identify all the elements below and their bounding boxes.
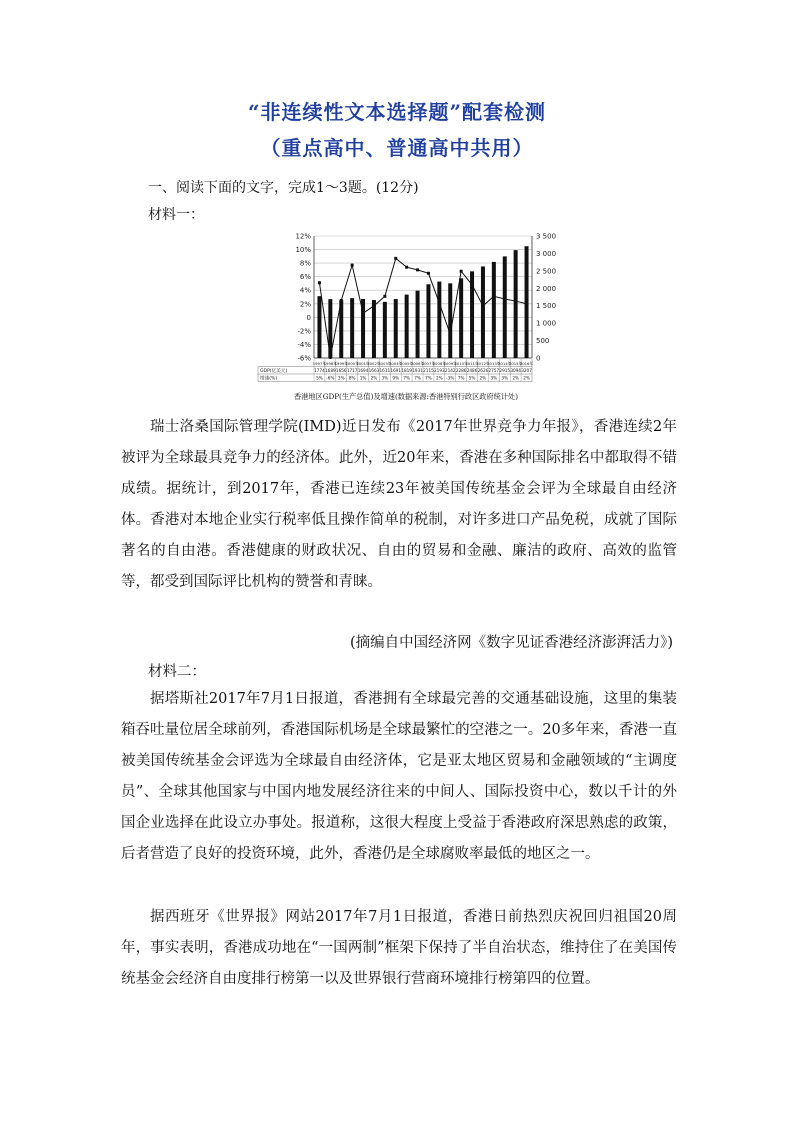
gdp-bar <box>459 278 463 358</box>
growth-point <box>351 264 354 267</box>
table-cell: 7% <box>414 375 421 381</box>
table-cell: 1656 <box>335 368 347 374</box>
material2-paragraph-2: 据西班牙《世界报》网站2017年7月1日报道，香港日前热烈庆祝回归祖国20周年，事实表明，香港成功地在“一国两制”框架下保持了半自治状态，维持住了在美国传统基金会经济自由度排行榜第一以及世界银行营商环境排行榜第四的位置。 <box>121 909 677 987</box>
x-tick-label: 2003年 <box>378 360 392 366</box>
gdp-bar <box>481 266 485 358</box>
table-cell: 3094 <box>510 368 521 374</box>
table-cell: 1774 <box>314 368 325 374</box>
table-cell: 1694 <box>357 368 369 374</box>
y-left-tick-label: 10% <box>295 246 311 255</box>
growth-point <box>438 302 441 305</box>
table-cell: 3% <box>501 375 509 381</box>
gdp-bar <box>317 296 321 358</box>
x-tick-label: 2010年 <box>454 360 468 366</box>
x-tick-label: 2002年 <box>367 360 381 366</box>
table-cell: 1819 <box>401 368 412 374</box>
growth-point <box>318 281 321 284</box>
gdp-bar <box>492 262 496 358</box>
gdp-bar <box>448 283 452 358</box>
growth-point <box>481 304 484 307</box>
y-left-tick-label: -6% <box>297 354 311 363</box>
gdp-bar <box>350 298 354 358</box>
y-left-tick-label: -4% <box>297 340 311 349</box>
table-cell: 2286 <box>455 368 467 374</box>
table-cell: -6% <box>326 375 335 381</box>
table-cell: 9% <box>392 375 400 381</box>
growth-point <box>503 298 506 301</box>
table-cell: 2915 <box>499 368 511 374</box>
growth-point <box>460 270 463 273</box>
table-cell: 2% <box>512 375 519 381</box>
x-tick-label: 1998年 <box>323 360 338 366</box>
page-subtitle: （重点高中、普通高中共用） <box>260 136 534 160</box>
y-right-tick-label: 3 500 <box>536 232 556 241</box>
y-left-tick-label: 4% <box>299 286 311 295</box>
growth-point <box>449 333 452 336</box>
gdp-bar <box>426 284 430 358</box>
table-cell: 7% <box>457 375 465 381</box>
gdp-bar <box>514 250 518 358</box>
x-tick-label: 2016年 <box>519 360 534 366</box>
x-tick-label: 1997年 <box>312 360 327 366</box>
gdp-bar <box>437 282 441 358</box>
growth-point <box>514 300 517 303</box>
table-cell: 7% <box>425 375 432 381</box>
y-left-tick-label: 0 <box>306 313 311 322</box>
table-cell: 1% <box>359 375 367 381</box>
x-tick-label: 2004年 <box>389 360 403 366</box>
x-tick-label: 2001年 <box>356 360 370 366</box>
table-cell: 2757 <box>488 368 500 374</box>
growth-point <box>329 356 332 359</box>
table-cell: 5% <box>316 375 323 381</box>
gdp-bar <box>383 302 387 358</box>
growth-point <box>427 272 430 275</box>
x-tick-label: 2009年 <box>443 360 457 366</box>
growth-point <box>471 283 474 286</box>
gdp-bar <box>405 295 409 358</box>
table-cell: 3207 <box>521 368 532 374</box>
table-row-label: GDP(亿美元) <box>260 369 288 375</box>
x-tick-label: 1999年 <box>334 360 348 366</box>
x-tick-label: 2005年 <box>399 360 414 366</box>
growth-point <box>405 266 408 269</box>
page-title: “非连续性文本选择题”配套检测 <box>247 100 546 124</box>
x-tick-label: 2013年 <box>487 360 501 366</box>
table-row-label: 增速(%) <box>260 376 278 382</box>
growth-point <box>416 268 419 271</box>
y-right-tick-label: 1 500 <box>536 302 556 311</box>
table-cell: 8% <box>348 375 356 381</box>
x-tick-label: 2000年 <box>345 360 359 366</box>
table-cell: 2% <box>370 375 378 381</box>
table-cell: 7% <box>403 375 410 381</box>
table-cell: 2% <box>479 375 487 381</box>
y-right-tick-label: 500 <box>536 337 550 346</box>
table-cell: 3% <box>490 375 498 381</box>
table-cell: 2% <box>523 375 530 381</box>
gdp-bar <box>372 300 376 358</box>
table-cell: 2193 <box>434 368 445 374</box>
table-cell: 2626 <box>477 368 489 374</box>
growth-point <box>383 295 386 298</box>
y-left-tick-label: 8% <box>299 259 311 268</box>
y-left-tick-label: 2% <box>299 300 311 309</box>
y-left-tick-label: -2% <box>297 327 311 336</box>
material1-body <box>121 412 677 598</box>
growth-point <box>340 299 343 302</box>
x-tick-label: 2006年 <box>410 360 425 366</box>
y-left-tick-label: 12% <box>295 232 311 241</box>
table-cell: -3% <box>446 375 455 381</box>
x-tick-label: 2014年 <box>498 360 512 366</box>
table-cell: 1689 <box>325 368 336 374</box>
growth-point <box>372 304 375 307</box>
y-right-tick-label: 0 <box>536 354 541 363</box>
growth-point <box>525 302 528 305</box>
growth-point <box>492 295 495 298</box>
gdp-bar <box>525 246 529 358</box>
x-tick-label: 2008年 <box>432 360 447 366</box>
x-tick-label: 2015年 <box>508 360 523 366</box>
table-cell: 1611 <box>379 368 391 374</box>
table-cell: 2142 <box>444 368 456 374</box>
material1-paragraph: 瑞士洛桑国际管理学院(IMD)近日发布《2017年世界竞争力年报》，香港连续2年被评为全球最具竞争力的经济体。此外，近20年来，香港在多种国际排名中都取得不错成绩。据统计，到2017年，香港已连续23年被美国传统基金会评为全球最自由经济体。香港对本地企业实行税率低且操作简单的税制，对许多进口产品免税，成就了国际著名的自由港。香港健康的财政状况、自由的贸易和金融、廉洁的政府、高效的监管等，都受到国际评比机构的赞誉和青睐。 <box>121 419 677 590</box>
material2-body-2 <box>121 902 677 995</box>
table-cell: 3% <box>381 375 389 381</box>
table-cell: 2% <box>436 375 443 381</box>
gdp-bar <box>394 299 398 358</box>
material2-label: 材料二： <box>148 664 206 680</box>
table-cell: 1691 <box>390 368 402 374</box>
table-cell: 5% <box>468 375 476 381</box>
gdp-chart <box>256 230 556 402</box>
y-right-tick-label: 1 000 <box>536 319 556 328</box>
y-right-tick-label: 2 000 <box>536 284 556 293</box>
material1-source: (摘编自中国经济网《数字见证香港经济澎湃活力》) <box>349 635 673 651</box>
y-right-tick-label: 2 500 <box>536 267 556 276</box>
table-cell: 1663 <box>368 368 380 374</box>
gdp-chart-svg <box>256 230 556 402</box>
growth-point <box>362 312 365 315</box>
y-left-tick-label: 6% <box>299 273 311 282</box>
table-cell: 1717 <box>346 368 358 374</box>
table-cell: 1931 <box>412 368 423 374</box>
chart-caption: 香港地区GDP(生产总值)及增速(数据来源:香港特别行政区政府统计处) <box>293 392 519 401</box>
table-cell: 2486 <box>466 368 478 374</box>
material2-body-1 <box>121 684 677 870</box>
gdp-bar <box>416 291 420 358</box>
x-tick-label: 2011年 <box>465 360 479 366</box>
material1-label: 材料一： <box>148 207 204 223</box>
table-cell: 3% <box>337 375 345 381</box>
material2-paragraph-1: 据塔斯社2017年7月1日报道，香港拥有全球最完善的交通基础设施，这里的集装箱吞吐量位居全球前列，香港国际机场是全球最繁忙的空港之一。20多年来，香港一直被美国传统基金会评选为全球最自由经济体，它是亚太地区贸易和金融领域的“主调度员”、全球其他国家与中国内地发展经济往来的中间人、国际投资中心，数以千计的外国企业选择在此设立办事处。报道称，这很大程度上受益于香港政府深思熟虑的政策，后者营造了良好的投资环境，此外，香港仍是全球腐败率最低的地区之一。 <box>121 691 677 862</box>
gdp-bar <box>503 256 507 358</box>
y-right-tick-label: 3 000 <box>536 249 556 258</box>
x-tick-label: 2012年 <box>476 360 490 366</box>
x-tick-label: 2007年 <box>421 360 436 366</box>
question-heading: 一、阅读下面的文字，完成1～3题。(12分) <box>148 180 419 196</box>
table-cell: 2115 <box>423 368 434 374</box>
growth-point <box>394 257 397 260</box>
